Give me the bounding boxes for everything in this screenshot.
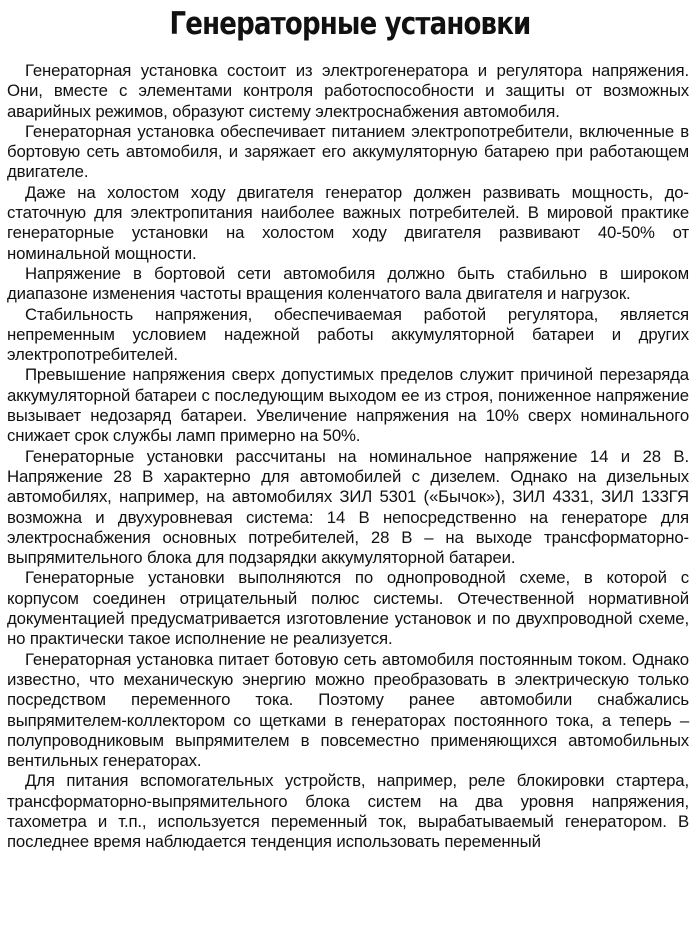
paragraph-7: Генераторные установки рассчитаны на номинальное напряжение 14 и 28 В. Напряжение 28 В характерно для автомобилей с дизелем. Однако на дизельных автомобилях, например, на автомобилях ЗИЛ 5301 («Бычок»), ЗИЛ 4331, ЗИЛ 133ГЯ возможна и двухуровневая система: 14 В непосредственно на генераторе для электроснабжения основных потребителей, 28 В – на выходе трансформаторно-выпрямительного блока для подзарядки аккумуляторной батареи.	[7, 446, 689, 568]
paragraph-2: Генераторная установка обеспечивает питанием электропотребители, включенные в бортовую сеть автомобиля, и заряжает его аккумуляторную батарею при работающем двигателе.	[7, 121, 689, 182]
paragraph-5: Стабильность напряжения, обеспечиваемая работой регулятора, является непременным условием надежной работы аккумуляторной батареи и других электропотребителей.	[7, 304, 689, 365]
paragraph-8: Генераторные установки выполняются по однопроводной схеме, в которой с корпусом соединен отрицательный полюс системы. Отечественной нормативной документацией предусматривается изготовление установок и по двухпроводной схеме, но практически такое исполнение не реализуется.	[7, 568, 689, 649]
paragraph-4: Напряжение в бортовой сети автомобиля должно быть стабильно в широком диапазоне изменения частоты вращения коленчатого вала двигателя и нагрузок.	[7, 263, 689, 304]
document-body	[7, 61, 689, 853]
paragraph-10: Для питания вспомогательных устройств, например, реле блокировки стартера, трансформаторно-выпрямительного блока систем на два уровня напряжения, тахометра и т.п., используется переменный ток, вырабатываемый генератором. В последнее время наблюдается тенденция использовать переменный	[7, 771, 689, 852]
paragraph-9: Генераторная установка питает ботовую сеть автомобиля постоянным током. Однако известно, что механическую энергию можно преобразовать в электрическую только посредством переменного тока. Поэтому ранее автомобили снабжались выпрямителем-коллектором со щетками в генераторах постоянного тока, а теперь – полупроводниковым выпрямителем в повсеместно применяющихся автомобильных вентильных генераторах.	[7, 649, 689, 771]
document-title: Генераторные установки	[169, 6, 531, 42]
paragraph-6: Превышение напряжения сверх допустимых пределов служит причиной перезаряда аккумуляторной батареи с последующим выходом ее из строя, пониженное напряжение вызывает недозаряд батареи. Увеличение напряжения на 10% сверх номинального снижает срок службы ламп примерно на 50%.	[7, 365, 689, 446]
paragraph-3: Даже на холостом ходу двигателя генератор должен развивать мощность, достаточную для электропитания наиболее важных потребителей. В мировой практике генераторные установки на холостом ходу двигателя развивают 40-50% от номинальной мощности.	[7, 182, 689, 263]
paragraph-1: Генераторная установка состоит из электрогенератора и регулятора напряжения. Они, вместе с элементами контроля работоспособности и защиты от возможных аварийных режимов, образуют систему электроснабжения автомобиля.	[7, 61, 689, 121]
